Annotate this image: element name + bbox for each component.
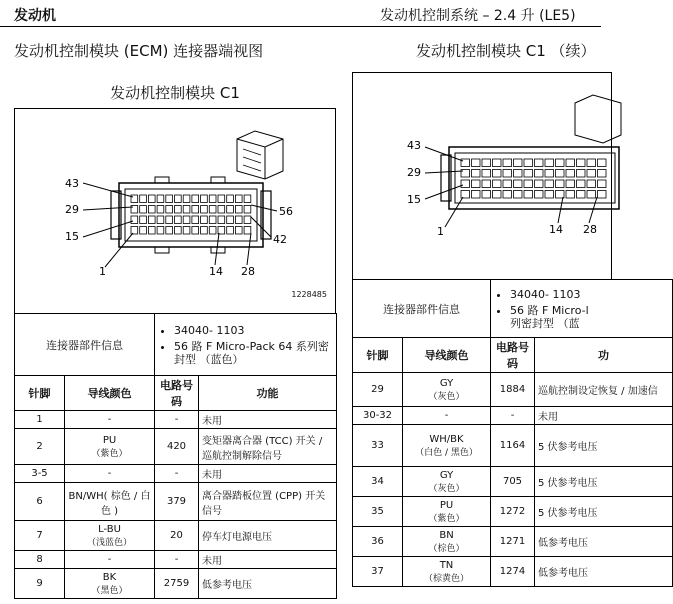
pin-cell [598, 159, 607, 167]
pin-cell [201, 206, 208, 214]
figure-title: 发动机控制模块 C1 [110, 84, 240, 102]
connector-drawing [15, 109, 337, 315]
pin-cell [524, 191, 533, 199]
pin-rows-left [15, 411, 337, 599]
pin-cell [482, 159, 491, 167]
pin-label-28-right: 28 [583, 223, 597, 236]
cell-function: 低参考电压 [535, 527, 673, 557]
pin-cell [148, 227, 155, 235]
pin-label-15: 15 [65, 230, 79, 243]
pin-cell [192, 206, 199, 214]
cell-function: 低参考电压 [199, 569, 337, 599]
cell-pin: 33 [353, 425, 403, 467]
pin-cell [192, 195, 199, 203]
pin-cell [556, 159, 565, 167]
pin-cell [175, 227, 182, 235]
pin-cell [556, 180, 565, 188]
pin-cell [244, 227, 251, 235]
pin-cell [514, 191, 523, 199]
pin-grid [131, 195, 251, 234]
pin-cell [157, 195, 164, 203]
pin-cell [235, 206, 242, 214]
pin-cell [524, 159, 533, 167]
section-title-left: 发动机控制模块 (ECM) 连接器端视图 [14, 42, 264, 60]
pin-cell [244, 195, 251, 203]
cell-color: PU （紫色） [403, 497, 491, 527]
cell-circuit: 1274 [491, 557, 535, 587]
pin-cell [209, 195, 216, 203]
pin-label-56: 56 [279, 205, 293, 218]
cell-circuit: 1271 [491, 527, 535, 557]
cell-function: 5 伏参考电压 [535, 425, 673, 467]
pin-label-42: 42 [273, 233, 287, 246]
cell-pin: 37 [353, 557, 403, 587]
connector-info-item: • 34040- 1103 [174, 324, 333, 337]
pin-cell [545, 170, 554, 178]
col-color: 导线颜色 [65, 376, 155, 411]
pin-label-28: 28 [241, 265, 255, 278]
cell-function: 停车灯电源电压 [199, 521, 337, 551]
cell-color: TN （棕黄色） [403, 557, 491, 587]
pin-table-left [14, 313, 337, 599]
table-row [15, 551, 337, 569]
col-function-right: 功 [535, 338, 673, 373]
pin-cell [131, 195, 138, 203]
pin-cell [175, 216, 182, 224]
table-row [15, 411, 337, 429]
cell-circuit: 379 [155, 483, 199, 521]
col-pin: 针脚 [15, 376, 65, 411]
cell-circuit: 705 [491, 467, 535, 497]
cell-pin: 3-5 [15, 465, 65, 483]
pin-label-43: 43 [65, 177, 79, 190]
table-row [353, 425, 673, 467]
col-pin-right: 针脚 [353, 338, 403, 373]
cell-color: GY （灰色） [403, 467, 491, 497]
cell-color: - [65, 465, 155, 483]
pin-cell [535, 180, 544, 188]
pin-cell [235, 227, 242, 235]
pin-cell [503, 170, 512, 178]
table-row [353, 527, 673, 557]
pin-cell [157, 216, 164, 224]
pin-cell [472, 180, 481, 188]
pin-cell [577, 180, 586, 188]
pin-cell [461, 180, 470, 188]
cell-color: BN （棕色） [403, 527, 491, 557]
cell-pin: 8 [15, 551, 65, 569]
pin-cell [472, 159, 481, 167]
pin-cell [503, 191, 512, 199]
pin-cell [192, 216, 199, 224]
connector-info-item: • 34040- 1103 [510, 288, 669, 301]
pin-label-1: 1 [99, 265, 106, 278]
pin-cell [183, 216, 190, 224]
cell-color: - [65, 551, 155, 569]
pin-cell [493, 191, 502, 199]
header-left: 发动机 [14, 8, 56, 24]
pin-cell [577, 191, 586, 199]
pin-cell [227, 216, 234, 224]
pin-cell [192, 227, 199, 235]
pin-cell [566, 180, 575, 188]
cell-pin: 6 [15, 483, 65, 521]
pin-cell [545, 180, 554, 188]
cell-pin: 7 [15, 521, 65, 551]
cell-color: - [403, 407, 491, 425]
cell-pin: 30-32 [353, 407, 403, 425]
table-row [353, 467, 673, 497]
pin-cell [166, 216, 173, 224]
pin-cell [566, 159, 575, 167]
pin-cell [503, 159, 512, 167]
cell-pin: 1 [15, 411, 65, 429]
pin-cell [227, 206, 234, 214]
connector-info [155, 314, 337, 376]
table-row [353, 407, 673, 425]
pin-cell [535, 159, 544, 167]
connector-figure [14, 108, 336, 314]
cell-circuit: - [491, 407, 535, 425]
pin-cell [577, 170, 586, 178]
cell-circuit: - [155, 551, 199, 569]
col-color-right: 导线颜色 [403, 338, 491, 373]
cell-color: L-BU （浅蓝色） [65, 521, 155, 551]
cell-color: GY （灰色） [403, 373, 491, 407]
pin-cell [545, 159, 554, 167]
table-row [15, 429, 337, 465]
connector-info-right [491, 280, 673, 338]
cell-function: 未用 [199, 465, 337, 483]
pin-cell [566, 170, 575, 178]
pin-cell [157, 227, 164, 235]
table-row [15, 465, 337, 483]
pin-cell [493, 159, 502, 167]
cell-function: 5 伏参考电压 [535, 467, 673, 497]
pin-cell [482, 180, 491, 188]
cell-function: 未用 [535, 407, 673, 425]
pin-cell [157, 206, 164, 214]
pin-cell [587, 170, 596, 178]
pin-cell [140, 216, 147, 224]
pin-cell [183, 206, 190, 214]
cell-circuit: 20 [155, 521, 199, 551]
pin-cell [598, 191, 607, 199]
pin-label-29-right: 29 [407, 166, 421, 179]
pin-cell [209, 227, 216, 235]
pin-cell [227, 227, 234, 235]
pin-cell [218, 195, 225, 203]
pin-cell [218, 216, 225, 224]
pin-label-14: 14 [209, 265, 223, 278]
pin-cell [244, 216, 251, 224]
pin-cell [461, 191, 470, 199]
pin-label-15-right: 15 [407, 193, 421, 206]
pin-cell [140, 227, 147, 235]
pin-table-right-clip [352, 279, 658, 604]
page-header [0, 0, 601, 27]
pin-label-1-right: 1 [437, 225, 444, 238]
cell-color: - [65, 411, 155, 429]
pin-cell [140, 206, 147, 214]
pin-cell [514, 180, 523, 188]
pin-cell [235, 195, 242, 203]
pin-cell [493, 180, 502, 188]
pin-cell [235, 216, 242, 224]
pin-cell [148, 216, 155, 224]
pin-cell [175, 195, 182, 203]
pin-cell [461, 159, 470, 167]
pin-cell [166, 195, 173, 203]
pin-cell [493, 170, 502, 178]
pin-cell [131, 227, 138, 235]
cell-function: 低参考电压 [535, 557, 673, 587]
section-title-right: 发动机控制模块 C1 （续） [416, 42, 596, 60]
pin-cell [183, 227, 190, 235]
pin-cell [503, 180, 512, 188]
pin-cell [201, 216, 208, 224]
connector-info-item: • 56 路 F Micro-Pack 64 系列密封型 （蓝色） [174, 340, 333, 366]
figure-id: 1228485 [291, 290, 327, 299]
pin-label-29: 29 [65, 203, 79, 216]
pin-cell [514, 170, 523, 178]
pin-cell [556, 170, 565, 178]
connector-figure-right [352, 72, 612, 280]
pin-cell [166, 227, 173, 235]
pin-cell [209, 216, 216, 224]
table-row [15, 521, 337, 551]
pin-label-43-right: 43 [407, 139, 421, 152]
pin-cell [201, 195, 208, 203]
cell-color: BK （黑色） [65, 569, 155, 599]
pin-cell [587, 159, 596, 167]
pin-cell [482, 191, 491, 199]
pin-cell [183, 195, 190, 203]
pin-cell [587, 191, 596, 199]
pin-grid-right [461, 159, 606, 198]
pin-cell [472, 170, 481, 178]
pin-cell [244, 206, 251, 214]
pin-cell [218, 206, 225, 214]
col-function: 功能 [199, 376, 337, 411]
cell-pin: 29 [353, 373, 403, 407]
header-right: 发动机控制系统 – 2.4 升 (LE5) [380, 8, 576, 24]
cell-circuit: 1164 [491, 425, 535, 467]
connector-info-item: • 56 路 F Micro-l 列密封型 （蓝 [510, 304, 669, 330]
pin-cell [566, 191, 575, 199]
cell-function: 未用 [199, 411, 337, 429]
cell-circuit: 2759 [155, 569, 199, 599]
cell-color: PU （紫色） [65, 429, 155, 465]
pin-cell [201, 227, 208, 235]
table-row [353, 557, 673, 587]
pin-cell [227, 195, 234, 203]
cell-pin: 34 [353, 467, 403, 497]
pin-cell [148, 195, 155, 203]
table-row [353, 497, 673, 527]
pin-cell [535, 170, 544, 178]
pin-cell [535, 191, 544, 199]
pin-cell [175, 206, 182, 214]
pin-table-right [352, 279, 673, 587]
cell-function: 巡航控制设定恢复 / 加速信 [535, 373, 673, 407]
pin-cell [524, 180, 533, 188]
cell-function: 未用 [199, 551, 337, 569]
cell-pin: 35 [353, 497, 403, 527]
connector-info-label-right: 连接器部件信息 [353, 280, 491, 338]
pin-cell [545, 191, 554, 199]
cell-color: BN/WH( 棕色 / 白色 ) [65, 483, 155, 521]
cell-circuit: - [155, 411, 199, 429]
cell-function: 离合器踏板位置 (CPP) 开关信号 [199, 483, 337, 521]
cell-pin: 2 [15, 429, 65, 465]
pin-cell [482, 170, 491, 178]
cell-circuit: - [155, 465, 199, 483]
table-row [15, 483, 337, 521]
pin-cell [472, 191, 481, 199]
pin-cell [587, 180, 596, 188]
pin-cell [598, 170, 607, 178]
pin-cell [148, 206, 155, 214]
pin-rows-right [353, 373, 673, 587]
pin-cell [166, 206, 173, 214]
table-row [15, 569, 337, 599]
connector-info-label: 连接器部件信息 [15, 314, 155, 376]
col-circuit: 电路号码 [155, 376, 199, 411]
cell-pin: 36 [353, 527, 403, 557]
pin-cell [140, 195, 147, 203]
col-circuit-right: 电路号码 [491, 338, 535, 373]
pin-cell [131, 216, 138, 224]
cell-circuit: 1884 [491, 373, 535, 407]
pin-cell [209, 206, 216, 214]
cell-function: 5 伏参考电压 [535, 497, 673, 527]
pin-cell [577, 159, 586, 167]
cell-pin: 9 [15, 569, 65, 599]
connector-drawing-right [353, 73, 613, 281]
pin-label-14-right: 14 [549, 223, 563, 236]
pin-cell [556, 191, 565, 199]
cell-function: 变矩器离合器 (TCC) 开关 / 巡航控制解除信号 [199, 429, 337, 465]
cell-circuit: 420 [155, 429, 199, 465]
pin-cell [598, 180, 607, 188]
table-row [353, 373, 673, 407]
cell-color: WH/BK （白色 / 黑色） [403, 425, 491, 467]
cell-circuit: 1272 [491, 497, 535, 527]
pin-cell [514, 159, 523, 167]
pin-cell [524, 170, 533, 178]
pin-cell [218, 227, 225, 235]
